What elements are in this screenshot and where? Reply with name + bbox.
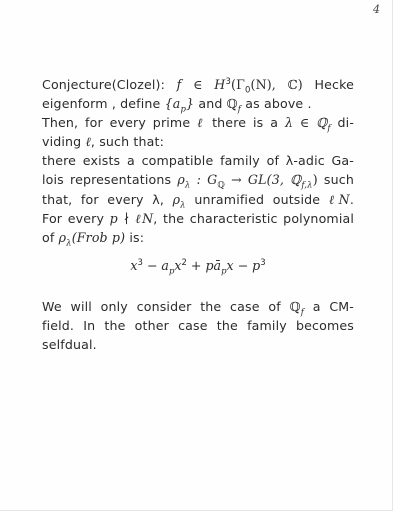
conjecture-line-8: For every p ∤ ℓN, the characteristic polynomial <box>42 210 355 226</box>
conjecture-line-1: Conjecture(Clozel): f ∈ $H^3(\Gamma_0(N)$, ℂ) Hecke <box>42 76 355 96</box>
conjecture-text <box>42 75 354 354</box>
conjecture-line-5: there exists a compatible family of λ-adic Ga- <box>42 153 354 169</box>
conjecture-line-4: viding ℓ, such that: <box>42 134 164 150</box>
conjecture-line-7: that, for every λ, $\rho_\lambda$ unramified outside ℓN. <box>42 191 354 211</box>
remark-line-2: field. In the other case the family becomes <box>42 317 354 333</box>
characteristic-polynomial: $x^3 - a_px^2$ + $pā_px - p^3$ <box>130 257 266 277</box>
conjecture-line-6: lois representations $\rho_\lambda$ : $G_ℚ \to GL(3$, ℚ$_{f,\lambda}$) such <box>42 172 354 191</box>
remark-line-1: We will only consider the case of ℚ$_f$ a CM- <box>42 298 355 318</box>
remark-line-3: selfdual. <box>42 337 97 353</box>
conjecture-line-9: of $\rho_\lambda(Frob$ p) is: <box>42 229 145 249</box>
conjecture-line-3: Then, for every prime ℓ there is a λ ∈ ℚ$_f$ di- <box>42 115 355 134</box>
page-number: 4 <box>373 3 380 16</box>
conjecture-line-2: eigenform , define $\{a_p\}$ and ℚ$_f$ as above . <box>42 96 312 115</box>
